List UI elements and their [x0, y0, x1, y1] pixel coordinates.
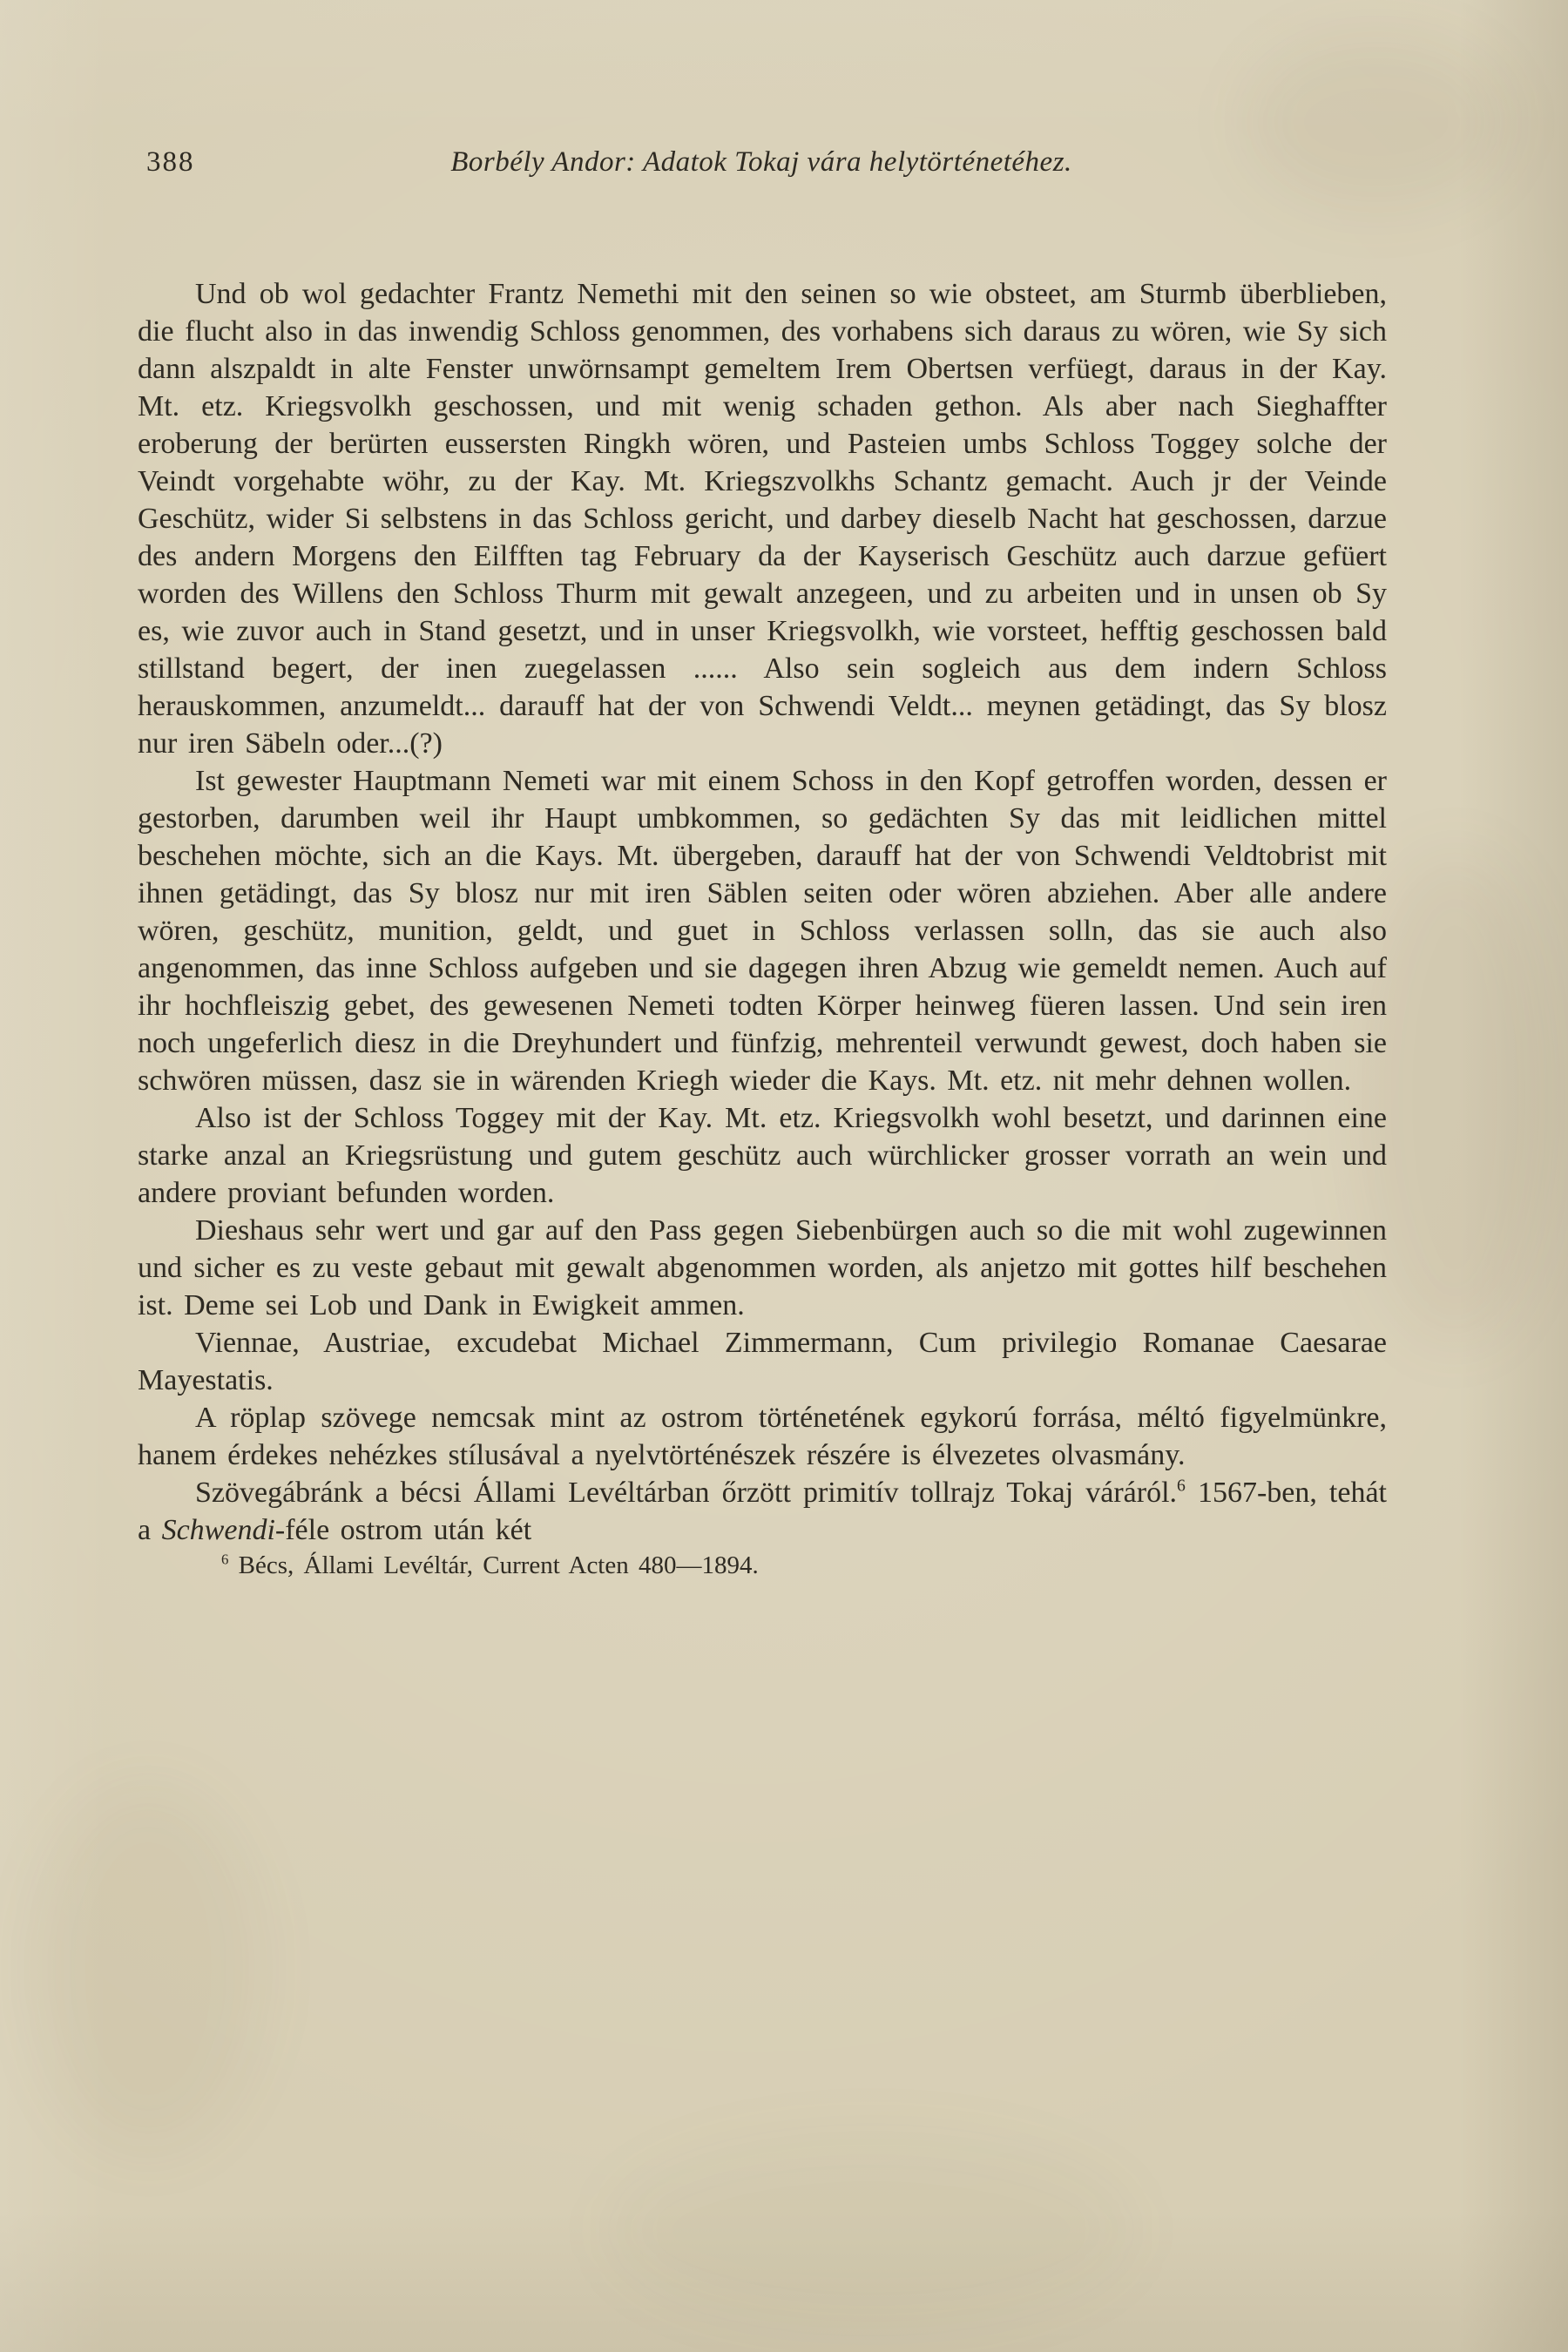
footnote	[138, 1549, 1387, 1582]
page-number: 388	[146, 146, 195, 178]
paragraph-german-4: Dieshaus sehr wert und gar auf den Pass gegen Siebenbürgen auch so die mit wohl zugewinnen und sicher es zu veste gebaut mit gewalt abgenommen worden, als anjetzo mit gottes hilf beschehen ist. Deme sei Lob und Dank in Ewigkeit ammen.	[138, 1214, 1387, 1321]
paragraph-colophon: Viennae, Austriae, excudebat Michael Zimmermann, Cum privilegio Romanae Caesarae Mayestatis.	[138, 1327, 1387, 1396]
paragraph-german-1: Und ob wol gedachter Frantz Nemethi mit den seinen so wie obsteet, am Sturmb überblieben, die flucht also in das inwendig Schloss genommen, des vorhabens sich daraus zu wören, wie Sy sich dann alszpaldt in alte Fenster unwörnsampt gemeltem Irem Obertsen verfüegt, daraus in der Kay. Mt. etz. Kriegsvolkh geschossen, und mit wenig schaden gethon. Als aber nach Sieghaffter eroberung der berürten eussersten Ringkh wören, und Pasteien umbs Schloss Toggey solche der Veindt vorgehabte wöhr, zu der Kay. Mt. Kriegszvolkhs Schantz gemacht. Auch jr der Veinde Geschütz, wider Si selbstens in das Schloss gericht, und darbey dieselb Nacht hat geschossen, darzue des andern Morgens den Eilfften tag February da der Kayserisch Geschütz auch darzue gefüert worden des Willens den Schloss Thurm mit gewalt anzegeen, und zu arbeiten und in unsen ob Sy es, wie zuvor auch in Stand gesetzt, und in unser Kriegsvolkh, wie vorsteet, hefftig geschossen bald stillstand begert, der inen zuegelassen ...... Also sein sogleich aus dem indern Schloss herauskommen, anzumeldt... darauff hat der von Schwendi Veldt... meynen getädingt, das Sy blosz nur iren Säbeln oder...(?)	[138, 278, 1387, 760]
text-block	[138, 275, 1387, 1582]
paper-stain	[610, 2134, 1132, 2326]
paper-stain	[35, 1786, 261, 2152]
footnote-text: Bécs, Állami Levéltár, Current Acten 480—1894.	[238, 1551, 759, 1579]
final-paragraph-part3: -féle ostrom után két	[274, 1514, 532, 1546]
paragraph-hungarian-final	[138, 1474, 1387, 1549]
running-header	[138, 146, 1385, 188]
paragraph-german-3: Also ist der Schloss Toggey mit der Kay. Mt. etz. Kriegsvolkh wohl besetzt, und darinnen eine starke anzal an Kriegsrüstung und gutem geschütz auch würchlicker grosser vorrath an wein und andere proviant befunden worden.	[138, 1102, 1387, 1209]
final-paragraph-part1: Szövegábránk a bécsi Állami Levéltárban őrzött primitív tollrajz Tokaj váráról.	[195, 1477, 1178, 1509]
footnote-reference-mark: 6	[1177, 1476, 1186, 1496]
paragraph-german-2: Ist gewester Hauptmann Nemeti war mit einem Schoss in den Kopf getroffen worden, dessen er gestorben, darumben weil ihr Haupt umbkommen, so gedächten Sy das mit leidlichen mittel beschehen möchte, sich an die Kays. Mt. übergeben, darauff hat der von Schwendi Veldtobrist mit ihnen getädingt, das Sy blosz nur mit iren Säblen seiten oder wören abziehen. Aber alle andere wören, geschütz, munition, geldt, und guet in Schloss verlassen solln, das sie auch also angenommen, das inne Schloss aufgeben und sie dagegen ihren Abzug wie gemeldt nemen. Auch auf ihr hochfleiszig gebet, des gewesenen Nemeti todten Körper heinweg füeren lassen. Und sein iren noch ungeferlich diesz in die Dreyhundert und fünfzig, mehrenteil verwundt gewest, doch haben sie schwören müssen, dasz sie in wärenden Kriegh wieder die Kays. Mt. etz. nit mehr dehnen wollen.	[138, 765, 1387, 1097]
footnote-marker: 6	[221, 1551, 229, 1568]
final-paragraph-italic-name: Schwendi	[161, 1514, 275, 1546]
paper-stain	[1359, 854, 1551, 1342]
running-title: Borbély Andor: Adatok Tokaj vára helytörténetéhez.	[450, 146, 1072, 178]
paragraph-hungarian-commentary: A röplap szövege nemcsak mint az ostrom történetének egykorú forrása, méltó figyelmünkre, hanem érdekes nehézkes stílusával a nyelvtörténészek részére is élvezetes olvasmány.	[138, 1402, 1387, 1471]
final-paragraph-part2: 1567-ben, tehát a	[138, 1477, 1387, 1546]
